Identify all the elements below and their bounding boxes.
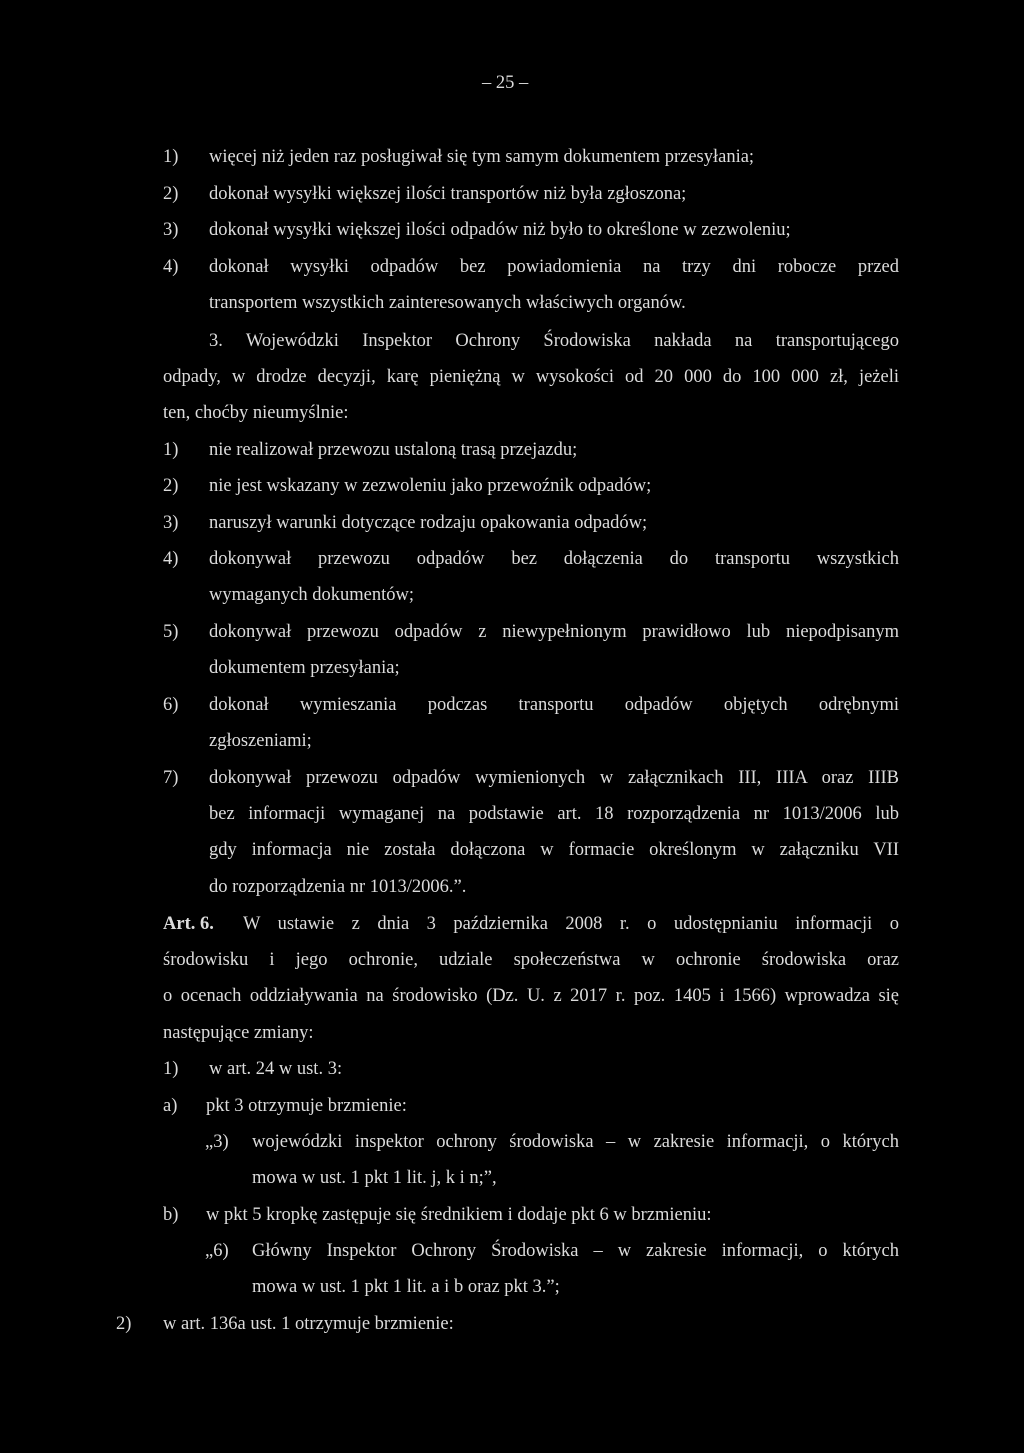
list2-item-4-text-line1: dokonywał przewozu odpadów bez dołączenia do transportu wszystkich <box>209 549 899 569</box>
quote-6-line2: mowa w ust. 1 pkt 1 lit. a i b oraz pkt 3.”; <box>252 1277 560 1297</box>
list2-item-4-text-line2: wymaganych dokumentów; <box>209 585 414 605</box>
art6-line3: o ocenach oddziaływania na środowisko (Dz. U. z 2017 r. poz. 1405 i 1566) wprowadza się <box>163 986 899 1006</box>
list1-item-3-number: 3) <box>163 220 179 240</box>
list2-item-6-text-line1: dokonał wymieszania podczas transportu odpadów objętych odrębnymi <box>209 695 899 715</box>
list2-item-7-text-line1: dokonywał przewozu odpadów wymienionych w załącznikach III, IIIA oraz IIIB <box>209 768 899 788</box>
list1-item-4-text-line1: dokonał wysyłki odpadów bez powiadomienia na trzy dni robocze przed <box>209 257 899 277</box>
quote-6-line1: Główny Inspektor Ochrony Środowiska – w zakresie informacji, o których <box>252 1241 899 1261</box>
list2-item-6-text-line2: zgłoszeniami; <box>209 731 312 751</box>
list1-item-1-number: 1) <box>163 147 179 167</box>
amend-point-2-number: 2) <box>116 1314 132 1334</box>
amend-point-a-text: pkt 3 otrzymuje brzmienie: <box>206 1096 407 1116</box>
list2-item-4-number: 4) <box>163 549 179 569</box>
amend-point-2-text: w art. 136a ust. 1 otrzymuje brzmienie: <box>163 1314 454 1334</box>
quote-3-line2: mowa w ust. 1 pkt 1 lit. j, k i n;”, <box>252 1168 497 1188</box>
para3-line1: 3. Wojewódzki Inspektor Ochrony Środowiska nakłada na transportującego <box>209 331 899 351</box>
list1-item-4-number: 4) <box>163 257 179 277</box>
list1-item-1-text: więcej niż jeden raz posługiwał się tym samym dokumentem przesyłania; <box>209 147 755 167</box>
list2-item-2-text: nie jest wskazany w zezwoleniu jako przewoźnik odpadów; <box>209 476 652 496</box>
quote-3-line1: wojewódzki inspektor ochrony środowiska – w zakresie informacji, o których <box>252 1132 899 1152</box>
list1-item-2-text: dokonał wysyłki większej ilości transportów niż była zgłoszona; <box>209 184 687 204</box>
list2-item-5-text-line1: dokonywał przewozu odpadów z niewypełnionym prawidłowo lub niepodpisanym <box>209 622 899 642</box>
para3-line2: odpady, w drodze decyzji, karę pieniężną w wysokości od 20 000 do 100 000 zł, jeżeli <box>163 367 899 387</box>
art6-line2: środowisku i jego ochronie, udziale społeczeństwa w ochronie środowiska oraz <box>163 950 899 970</box>
list1-item-2-number: 2) <box>163 184 179 204</box>
list1-item-4-text-line2: transportem wszystkich zainteresowanych właściwych organów. <box>209 293 686 313</box>
art6-line1: W ustawie z dnia 3 października 2008 r. o udostępnianiu informacji o <box>243 914 899 934</box>
amend-point-b-text: w pkt 5 kropkę zastępuje się średnikiem i dodaje pkt 6 w brzmieniu: <box>206 1205 712 1225</box>
list2-item-2-number: 2) <box>163 476 179 496</box>
list2-item-1-number: 1) <box>163 440 179 460</box>
list2-item-3-number: 3) <box>163 513 179 533</box>
quote-3-number: „3) <box>205 1132 229 1152</box>
list2-item-5-text-line2: dokumentem przesyłania; <box>209 658 400 678</box>
list2-item-7-number: 7) <box>163 768 179 788</box>
list2-item-3-text: naruszył warunki dotyczące rodzaju opakowania odpadów; <box>209 513 648 533</box>
page-number: – 25 – <box>482 73 529 93</box>
amend-point-a-letter: a) <box>163 1096 178 1116</box>
list2-item-7-text-line3: gdy informacja nie została dołączona w formacie określonym w załączniku VII <box>209 840 899 860</box>
list1-item-3-text: dokonał wysyłki większej ilości odpadów niż było to określone w zezwoleniu; <box>209 220 791 240</box>
list2-item-6-number: 6) <box>163 695 179 715</box>
quote-6-number: „6) <box>205 1241 229 1261</box>
article-label: Art. 6. <box>163 914 214 934</box>
list2-item-5-number: 5) <box>163 622 179 642</box>
list2-item-7-text-line2: bez informacji wymaganej na podstawie art. 18 rozporządzenia nr 1013/2006 lub <box>209 804 899 824</box>
amend-point-1-text: w art. 24 w ust. 3: <box>209 1059 343 1079</box>
list2-item-1-text: nie realizował przewozu ustaloną trasą przejazdu; <box>209 440 578 460</box>
list2-item-7-text-line4: do rozporządzenia nr 1013/2006.”. <box>209 877 467 897</box>
amend-point-b-letter: b) <box>163 1205 179 1225</box>
amend-point-1-number: 1) <box>163 1059 179 1079</box>
para3-line3: ten, choćby nieumyślnie: <box>163 403 349 423</box>
art6-line4: następujące zmiany: <box>163 1023 314 1043</box>
